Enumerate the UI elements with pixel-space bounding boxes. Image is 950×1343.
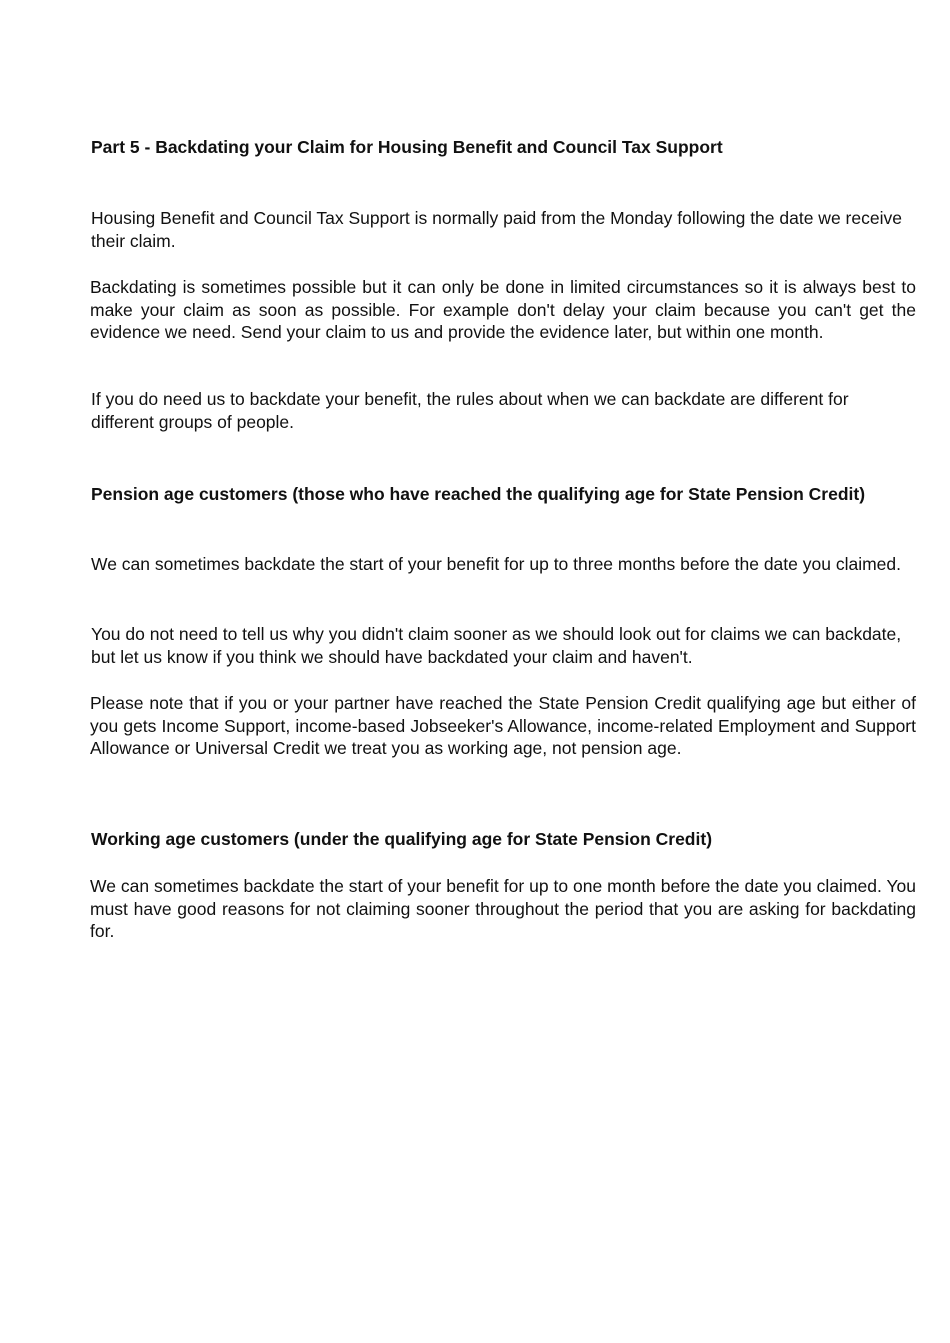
pension-paragraph-2: You do not need to tell us why you didn't claim sooner as we should look out for claims we can backdate, but let us know if you think we should have backdated your claim and haven't. [91, 624, 902, 667]
intro-paragraph-2: Backdating is sometimes possible but it can only be done in limited circumstances so it is always best to make your claim as soon as possible. For example don't delay your claim because you can't get the evidence we need. Send your claim to us and provide the evidence later, but within one month. [90, 277, 916, 342]
pension-section-heading: Pension age customers (those who have reached the qualifying age for State Pension Credit) [91, 484, 866, 504]
working-paragraph-1: We can sometimes backdate the start of your benefit for up to one month before the date you claimed. You must have good reasons for not claiming sooner throughout the period that you are asking for backdating for. [90, 876, 916, 941]
working-section-heading: Working age customers (under the qualifying age for State Pension Credit) [91, 829, 713, 849]
intro-paragraph-1: Housing Benefit and Council Tax Support is normally paid from the Monday following the date we receive their claim. [91, 208, 902, 251]
pension-paragraph-3: Please note that if you or your partner have reached the State Pension Credit qualifying age but either of you gets Income Support, income-based Jobseeker's Allowance, income-related Employment and Support Allowance or Universal Credit we treat you as working age, not pension age. [90, 693, 916, 758]
part-heading: Part 5 - Backdating your Claim for Housing Benefit and Council Tax Support [91, 137, 723, 157]
pension-paragraph-1: We can sometimes backdate the start of your benefit for up to three months before the date you claimed. [91, 554, 901, 574]
intro-paragraph-3: If you do need us to backdate your benefit, the rules about when we can backdate are different for different groups of people. [91, 389, 849, 432]
